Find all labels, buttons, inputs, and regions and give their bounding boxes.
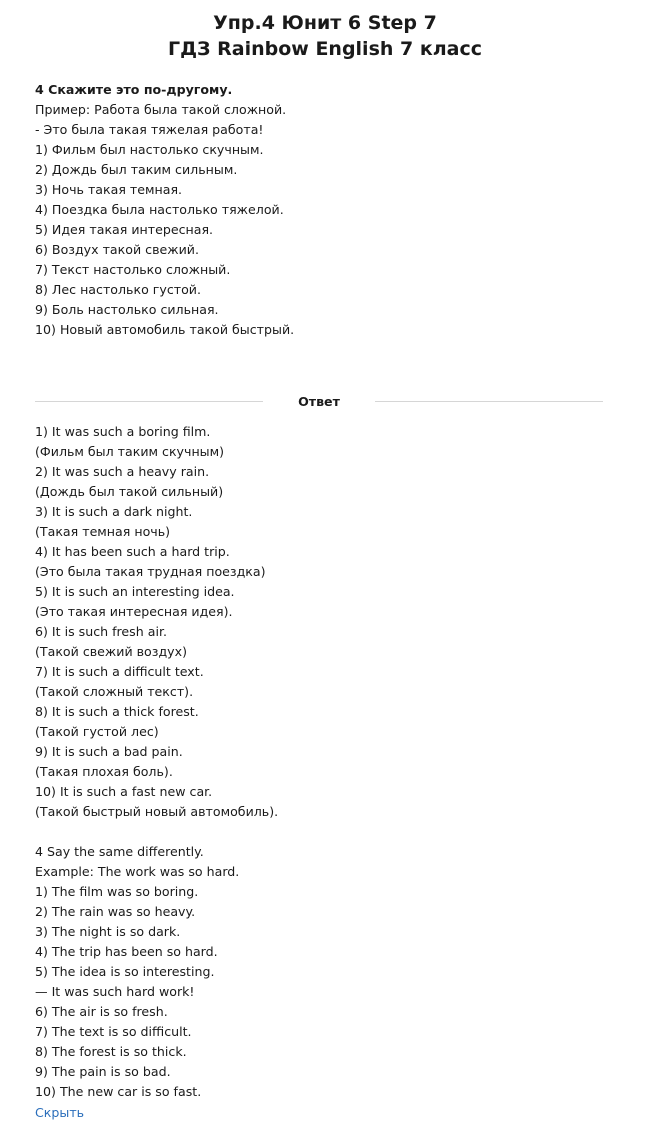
answer-line: (Такой быстрый новый автомобиль). bbox=[35, 804, 279, 819]
answer-line: (Фильм был таким скучным) bbox=[35, 444, 225, 459]
task-line: 8) Лес настолько густой. bbox=[35, 282, 202, 297]
answer-line: 8) It is such a thick forest. bbox=[35, 704, 199, 719]
task-line: 10) Новый автомобиль такой быстрый. bbox=[35, 322, 295, 337]
answer-divider bbox=[35, 392, 603, 412]
answer-line: 1) It was such a boring film. bbox=[35, 424, 211, 439]
task-heading: 4 Скажите это по-другому. bbox=[35, 82, 233, 97]
translation-line: 10) The new car is so fast. bbox=[35, 1084, 202, 1099]
answer-line: (Такой сложный текст). bbox=[35, 684, 194, 699]
translation-line: 7) The text is so difficult. bbox=[35, 1024, 192, 1039]
translation-block bbox=[35, 842, 239, 1102]
divider-line-left bbox=[35, 401, 263, 402]
translation-line: Example: The work was so hard. bbox=[35, 864, 240, 879]
page-title-line-2: ГДЗ Rainbow English 7 класс bbox=[167, 38, 483, 60]
answer-line: 7) It is such a difficult text. bbox=[35, 664, 204, 679]
task-line: 6) Воздух такой свежий. bbox=[35, 242, 199, 257]
task-line: 3) Ночь такая темная. bbox=[35, 182, 183, 197]
answer-line: (Дождь был такой сильный) bbox=[35, 484, 224, 499]
translation-line: 3) The night is so dark. bbox=[35, 924, 181, 939]
translation-line: 4) The trip has been so hard. bbox=[35, 944, 218, 959]
page-title-line-1: Упр.4 Юнит 6 Step 7 bbox=[213, 12, 437, 34]
answer-line: 9) It is such a bad pain. bbox=[35, 744, 183, 759]
answer-line: (Такая плохая боль). bbox=[35, 764, 173, 779]
translation-line: 6) The air is so fresh. bbox=[35, 1004, 168, 1019]
answer-line: 6) It is such fresh air. bbox=[35, 624, 167, 639]
answer-block bbox=[35, 422, 278, 822]
answer-line: 3) It is such a dark night. bbox=[35, 504, 193, 519]
task-line: - Это была такая тяжелая работа! bbox=[35, 122, 264, 137]
answer-line: (Такой свежий воздух) bbox=[35, 644, 187, 659]
answer-line: 5) It is such an interesting idea. bbox=[35, 584, 235, 599]
answer-label: Ответ bbox=[298, 394, 340, 409]
task-line: 4) Поездка была настолько тяжелой. bbox=[35, 202, 284, 217]
translation-line: 8) The forest is so thick. bbox=[35, 1044, 187, 1059]
task-line: Пример: Работа была такой сложной. bbox=[35, 102, 287, 117]
translation-line: — It was such hard work! bbox=[35, 984, 195, 999]
answer-line: 4) It has been such a hard trip. bbox=[35, 544, 230, 559]
task-line: 1) Фильм был настолько скучным. bbox=[35, 142, 264, 157]
page-title bbox=[0, 10, 650, 62]
translation-line: 4 Say the same differently. bbox=[35, 844, 204, 859]
task-block bbox=[35, 80, 294, 340]
task-line: 7) Текст настолько сложный. bbox=[35, 262, 231, 277]
translation-line: 5) The idea is so interesting. bbox=[35, 964, 215, 979]
task-line: 2) Дождь был таким сильным. bbox=[35, 162, 238, 177]
task-line: 5) Идея такая интересная. bbox=[35, 222, 214, 237]
hide-link[interactable]: Скрыть bbox=[35, 1105, 85, 1120]
answer-line: (Это была такая трудная поездка) bbox=[35, 564, 266, 579]
answer-line: (Это такая интересная идея). bbox=[35, 604, 233, 619]
answer-line: (Такой густой лес) bbox=[35, 724, 159, 739]
answer-line: (Такая темная ночь) bbox=[35, 524, 171, 539]
translation-line: 9) The pain is so bad. bbox=[35, 1064, 171, 1079]
answer-line: 2) It was such a heavy rain. bbox=[35, 464, 210, 479]
divider-line-right bbox=[375, 401, 603, 402]
translation-line: 2) The rain was so heavy. bbox=[35, 904, 196, 919]
translation-line: 1) The film was so boring. bbox=[35, 884, 199, 899]
answer-line: 10) It is such a fast new car. bbox=[35, 784, 213, 799]
task-line: 9) Боль настолько сильная. bbox=[35, 302, 219, 317]
